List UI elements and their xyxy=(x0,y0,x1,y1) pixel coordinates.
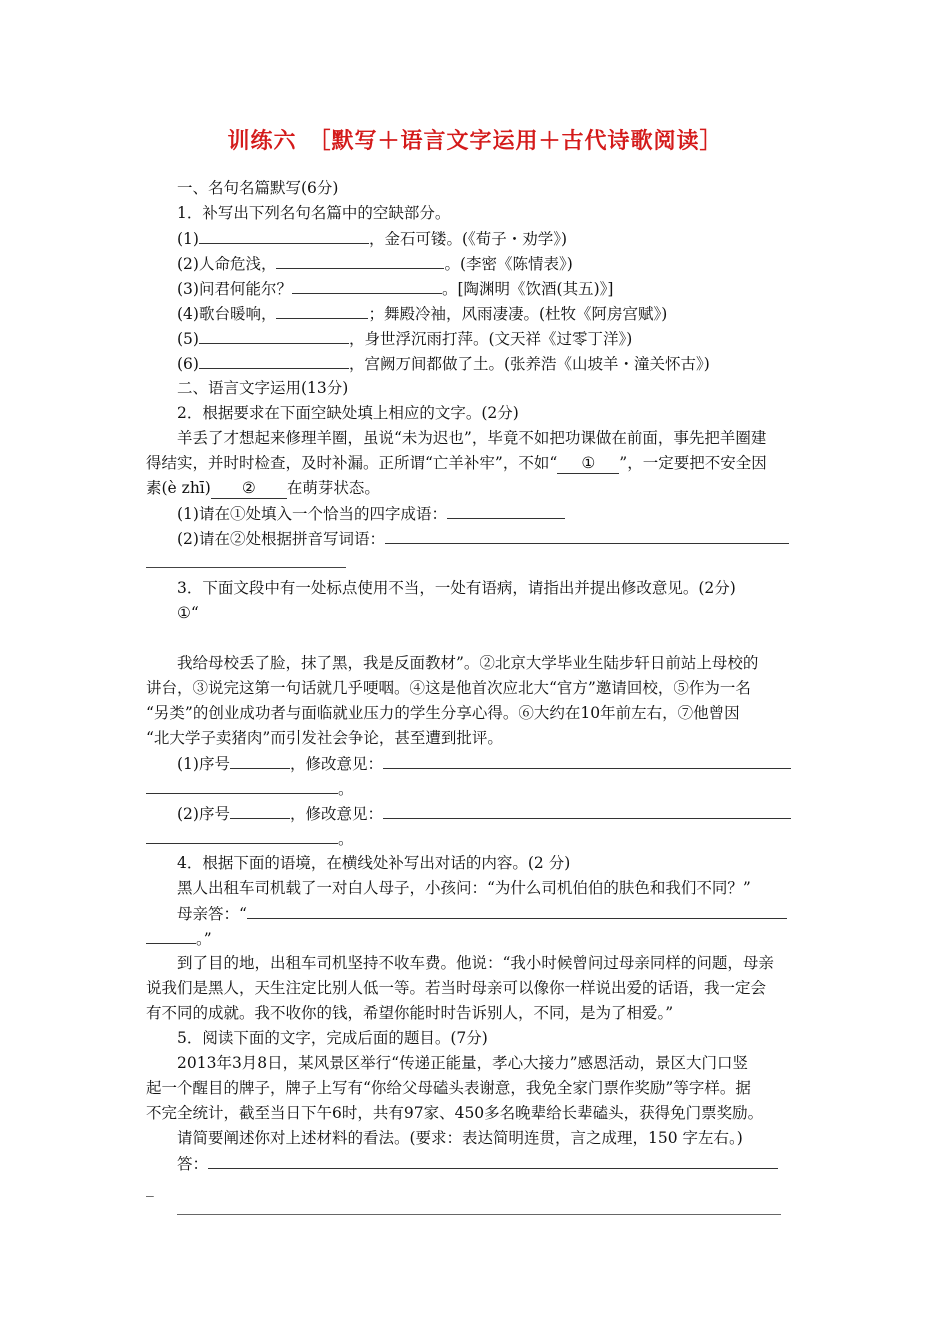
q1-blank-1[interactable] xyxy=(199,228,369,244)
q3-answer-1-cont xyxy=(146,778,354,799)
q3-answer-2 xyxy=(177,803,791,824)
q1-item-2-num: (2)人命危浅， xyxy=(177,255,277,273)
q1-item-2-text: 。(李密《陈情表》) xyxy=(444,255,573,273)
q1-item-5-num: (5) xyxy=(177,330,199,348)
q5-line-2: 起一个醒目的牌子，牌子上写有“你给父母磕头表谢意，我免全家门票作奖励”等字样。据 xyxy=(146,1079,751,1097)
q4-line-5: 说我们是黑人，天生注定比别人低一等。若当时母亲可以像你一样说出爱的话语，我一定会 xyxy=(146,979,767,997)
q3-passage-line-4: “北大学子卖猪肉”而引发社会争论，甚至遭到批评。 xyxy=(146,729,503,747)
q2-blank-2[interactable]: ② xyxy=(211,478,287,499)
q4-line-2 xyxy=(177,903,787,924)
q4-line-6: 有不同的成就。我不收你的钱，希望你能时时告诉别人，不同，是为了相爱。” xyxy=(146,1004,674,1022)
q5-line-1: 2013年3月8日，某风景区举行“传递正能量，孝心大接力”感恩活动，景区大门口竖 xyxy=(177,1054,749,1072)
q2-passage-line-2a: 得结实，并时时检查，及时补漏。正所谓“亡羊补牢”，不如“ xyxy=(146,454,558,472)
q3-passage-line-1: 我给母校丢了脸，抹了黑，我是反面教材”。②北京大学毕业生陆步轩日前站上母校的 xyxy=(177,654,759,672)
q1-blank-5[interactable] xyxy=(199,328,349,344)
section-1-heading: 一、名句名篇默写(6分) xyxy=(177,179,339,197)
q4-answer-end: 。” xyxy=(196,930,212,948)
question-5-stem: 5．阅读下面的文字，完成后面的题目。(7分) xyxy=(177,1029,488,1047)
q1-item-3-text: 。[陶渊明《饮酒(其五)》] xyxy=(441,280,614,298)
q1-item-4-num: (4)歌台暖响， xyxy=(177,305,277,323)
question-3-stem: 3．下面文段中有一处标点使用不当，一处有语病，请指出并提出修改意见。(2分) xyxy=(177,579,736,597)
q1-item-1-num: (1) xyxy=(177,230,199,248)
q5-answer-tail: _ xyxy=(146,1179,154,1197)
q1-item-6 xyxy=(177,353,710,374)
q3-answer-2-text-continued[interactable] xyxy=(146,828,338,844)
q1-item-1 xyxy=(177,228,567,249)
q3-answer-1-label: (1)序号 xyxy=(177,755,230,773)
q4-line-3 xyxy=(146,928,212,949)
q1-blank-4[interactable] xyxy=(276,303,368,319)
page-title: 训练六 ［默写＋语言文字运用＋古代诗歌阅读］ xyxy=(227,129,723,154)
q3-answer-1-mod-label: ，修改意见： xyxy=(289,755,383,773)
q3-answer-1-text-continued[interactable] xyxy=(146,778,338,794)
q3-answer-1-text[interactable] xyxy=(383,753,791,769)
q3-passage-line-2: 讲台，③说完这第一句话就几乎哽咽。④这是他首次应北大“官方”邀请回校，⑤作为一名 xyxy=(146,679,751,697)
q5-answer xyxy=(177,1153,778,1174)
q4-line-4: 到了目的地，出租车司机坚持不收车费。他说：“我小时候曾问过母亲同样的问题，母亲 xyxy=(177,954,774,972)
q2-sub-2-label: (2)请在②处根据拼音写词语： xyxy=(177,530,385,548)
q5-answer-label: 答： xyxy=(177,1155,209,1173)
q3-answer-2-cont xyxy=(146,828,354,849)
q1-item-4-text: ；舞殿冷袖，风雨凄凄。(杜牧《阿房宫赋》) xyxy=(368,305,668,323)
q2-passage-line-1: 羊丢了才想起来修理羊圈，虽说“未为迟也”，毕竟不如把功课做在前面，事先把羊圈建 xyxy=(177,429,767,447)
q2-sub-2 xyxy=(177,528,789,549)
q5-line-3: 不完全统计，截至当日下午6时，共有97家、450多名晚辈给长辈磕头，获得免门票奖励。 xyxy=(146,1104,764,1122)
q1-item-6-text: ，宫阙万间都做了土。(张养浩《山坡羊・潼关怀古》) xyxy=(348,355,710,373)
q1-item-4 xyxy=(177,303,667,324)
q1-blank-6[interactable] xyxy=(199,353,349,369)
q2-sub-1-label: (1)请在①处填入一个恰当的四字成语： xyxy=(177,505,447,523)
section-2-heading: 二、语言文字运用(13分) xyxy=(177,379,349,397)
q1-item-3 xyxy=(177,278,613,299)
q1-item-1-text: ，金石可镂。(《荀子・劝学》) xyxy=(368,230,568,248)
q2-sub-2-answer[interactable] xyxy=(385,528,789,544)
q1-item-5 xyxy=(177,328,632,349)
q3-answer-2-mod-label: ，修改意见： xyxy=(289,805,383,823)
q3-answer-1 xyxy=(177,753,791,774)
q3-answer-1-end: 。 xyxy=(338,780,354,798)
question-4-stem: 4．根据下面的语境，在横线处补写出对话的内容。(2 分) xyxy=(177,854,571,872)
q2-passage-line-3b: 在萌芽状态。 xyxy=(286,479,380,497)
q3-answer-2-text[interactable] xyxy=(383,803,791,819)
q1-blank-3[interactable] xyxy=(292,278,442,294)
q5-answer-line-2[interactable] xyxy=(177,1214,781,1215)
q5-line-4: 请简要阐述你对上述材料的看法。(要求：表达简明连贯，言之成理，150 字左右。) xyxy=(177,1129,743,1147)
question-2-stem: 2．根据要求在下面空缺处填上相应的文字。(2分) xyxy=(177,404,519,422)
q1-item-2 xyxy=(177,253,573,274)
q2-passage-line-3 xyxy=(146,478,380,499)
q2-passage-line-3a: 素(è zhī) xyxy=(146,479,211,497)
q4-answer-blank[interactable] xyxy=(247,903,787,919)
q4-mother-answer-label: 母亲答：“ xyxy=(177,905,247,923)
q5-answer-blank[interactable] xyxy=(208,1153,778,1169)
q2-passage-line-2 xyxy=(146,453,767,474)
q1-item-6-num: (6) xyxy=(177,355,199,373)
q3-mark-1: ①“ xyxy=(177,604,199,622)
q1-item-3-num: (3)问君何能尔？ xyxy=(177,280,292,298)
q3-answer-2-label: (2)序号 xyxy=(177,805,230,823)
question-1-stem: 1．补写出下列名句名篇中的空缺部分。 xyxy=(177,204,451,222)
q2-sub-2-answer-continued[interactable] xyxy=(146,567,346,568)
q1-item-5-text: ，身世浮沉雨打萍。(文天祥《过零丁洋》) xyxy=(348,330,633,348)
q2-sub-1 xyxy=(177,503,565,524)
q2-sub-1-answer[interactable] xyxy=(447,503,565,519)
q3-passage-line-3: “另类”的创业成功者与面临就业压力的学生分享心得。⑥大约在10年前左右，⑦他曾因 xyxy=(146,704,740,722)
q1-blank-2[interactable] xyxy=(276,253,444,269)
q3-answer-2-number[interactable] xyxy=(230,803,290,819)
q2-blank-1[interactable]: ① xyxy=(557,453,619,474)
q3-answer-2-end: 。 xyxy=(338,830,354,848)
q3-answer-1-number[interactable] xyxy=(230,753,290,769)
q4-answer-blank-continued[interactable] xyxy=(146,928,196,944)
q4-line-1: 黑人出租车司机载了一对白人母子，小孩问：“为什么司机伯伯的肤色和我们不同？” xyxy=(177,879,751,897)
q2-passage-line-2b: ”，一定要把不安全因 xyxy=(619,454,767,472)
